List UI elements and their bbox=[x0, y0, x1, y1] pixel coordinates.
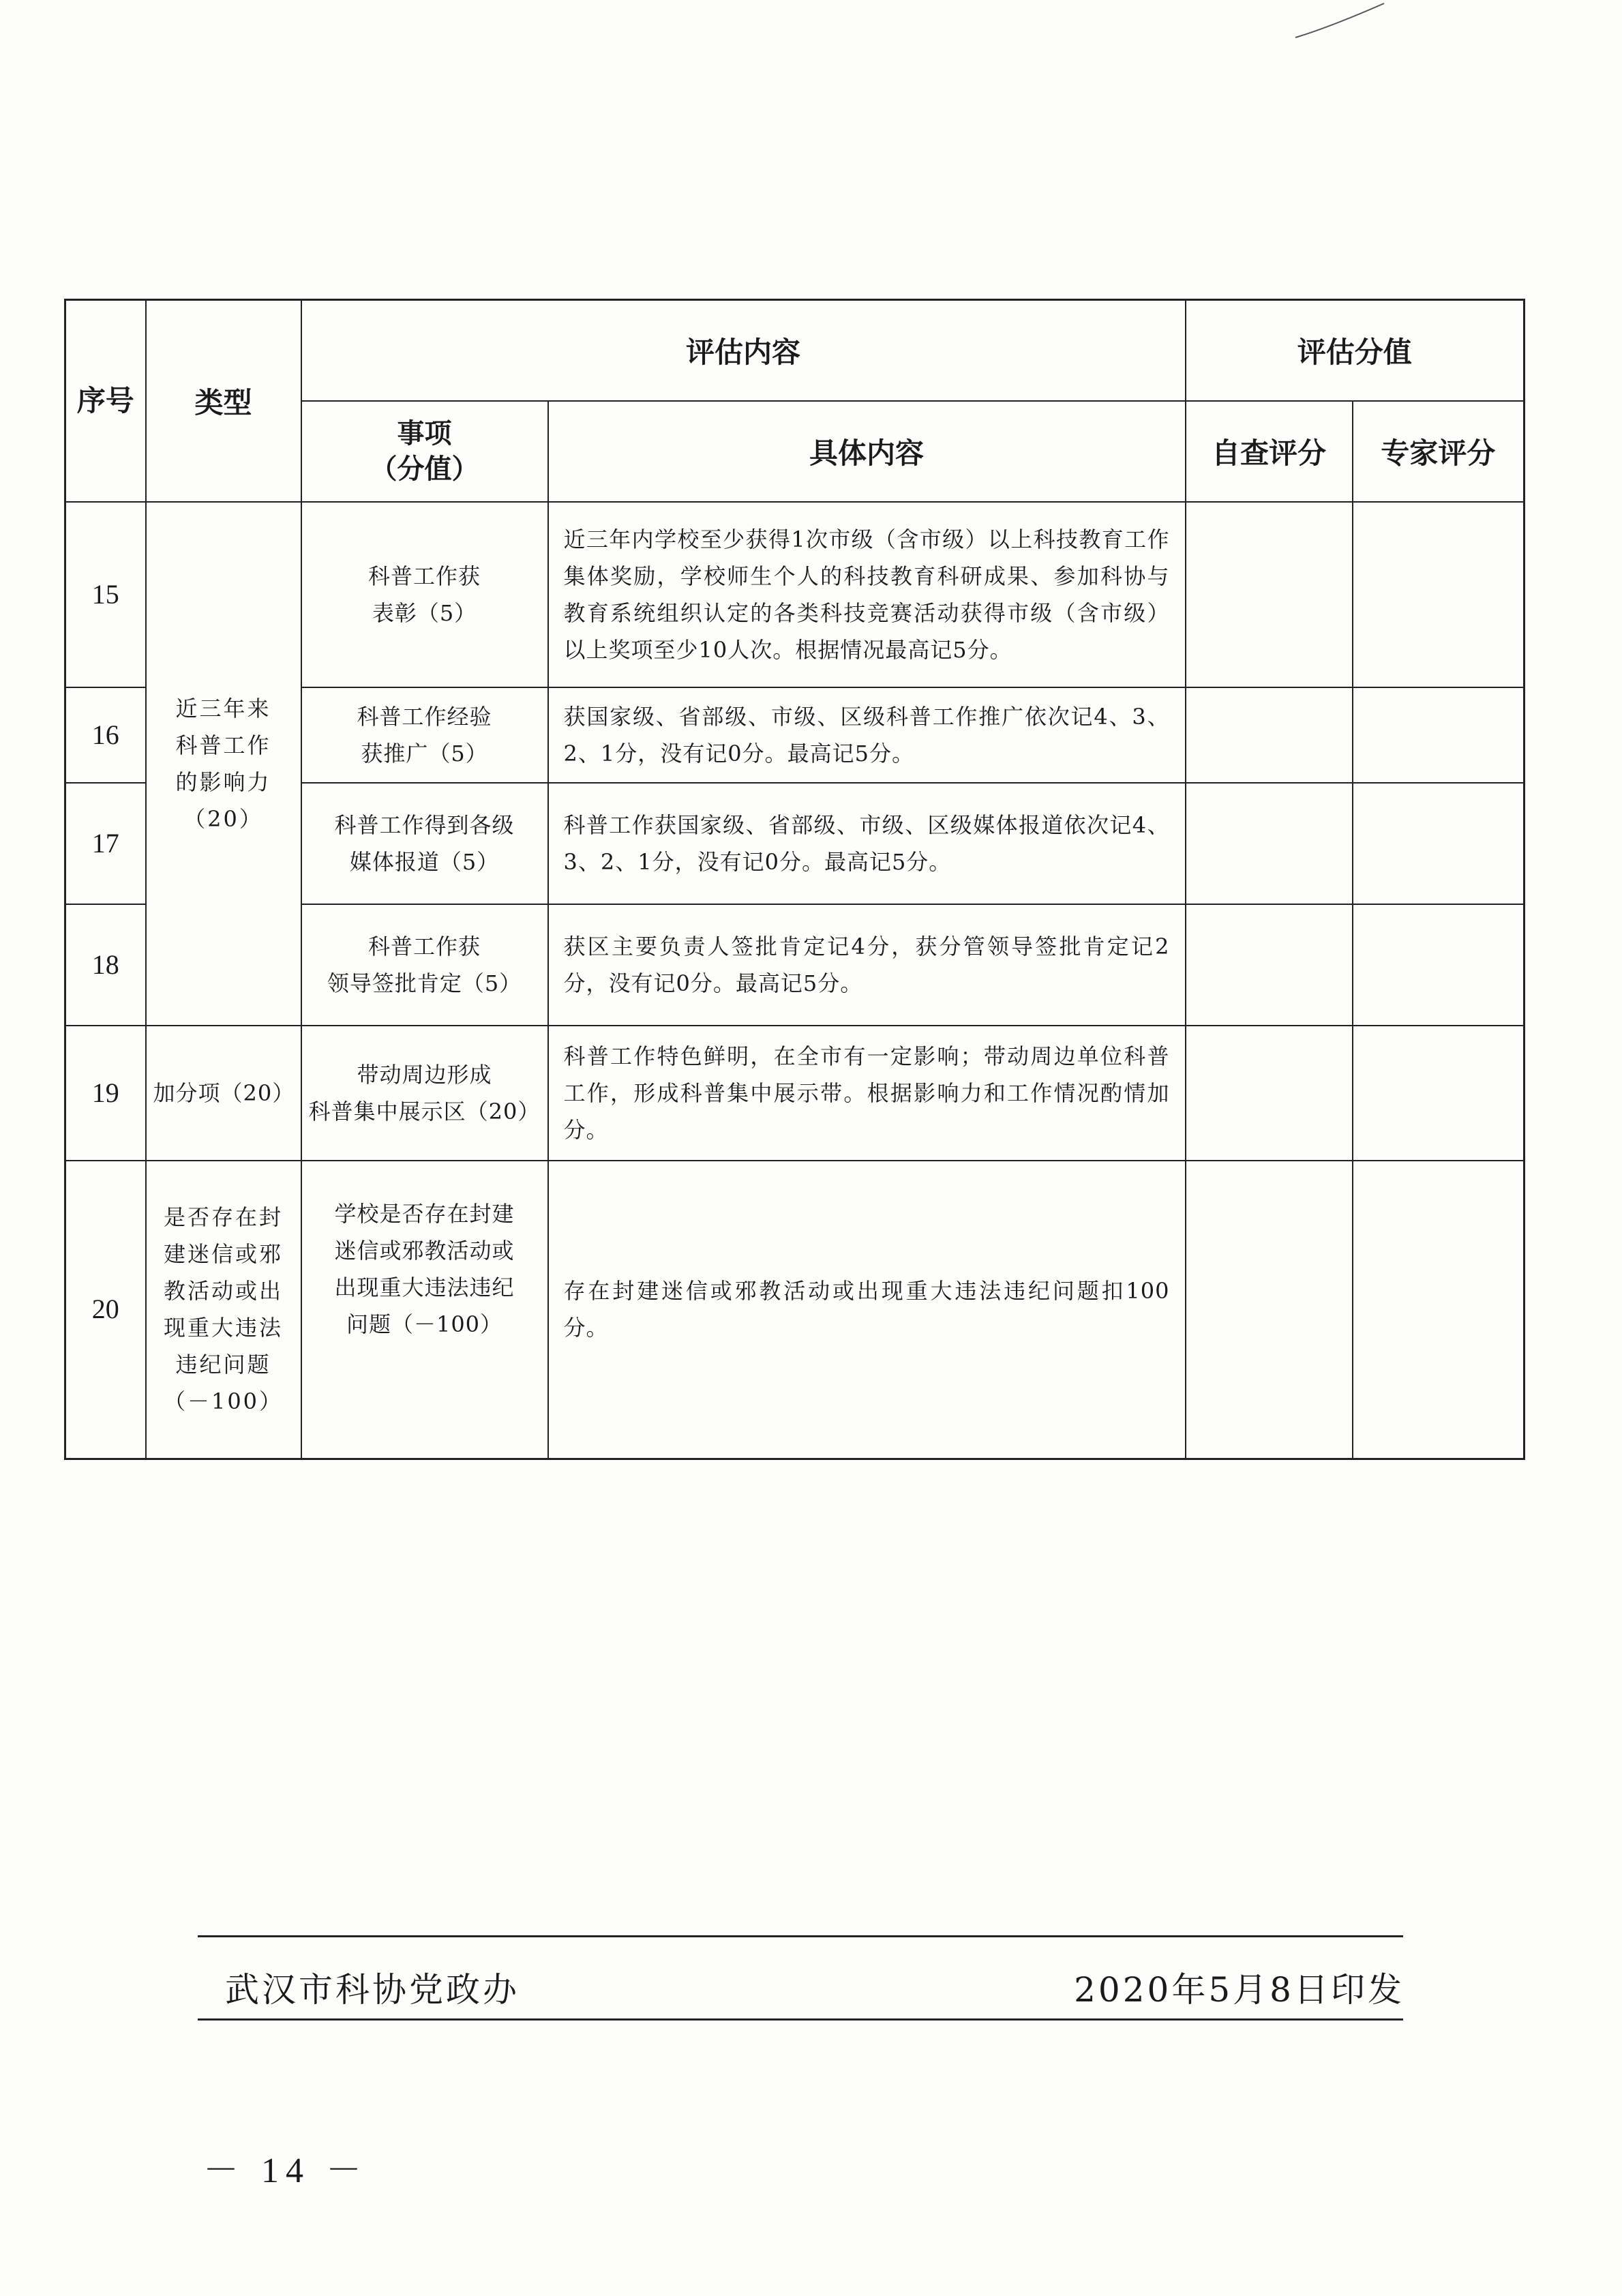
row-seq: 19 bbox=[65, 1026, 146, 1161]
row-seq: 20 bbox=[65, 1161, 146, 1459]
row-expert-score[interactable] bbox=[1353, 687, 1525, 783]
header-eval-score: 评估分值 bbox=[1186, 300, 1525, 401]
row-item: 科普工作经验 获推广（5） bbox=[301, 687, 548, 783]
row-type-bonus: 加分项（20） bbox=[146, 1026, 301, 1161]
row-detail: 近三年内学校至少获得1次市级（含市级）以上科技教育工作集体奖励，学校师生个人的科技教育科研成果、参加科协与教育系统组织认定的各类科技竞赛活动获得市级（含市级）以上奖项至少10人次。根据情况最高记5分。 bbox=[548, 502, 1186, 687]
row-seq: 18 bbox=[65, 904, 146, 1026]
header-detail: 具体内容 bbox=[548, 401, 1186, 502]
row-item: 带动周边形成 科普集中展示区（20） bbox=[301, 1026, 548, 1161]
table-row bbox=[65, 1026, 1525, 1161]
header-self-score: 自查评分 bbox=[1186, 401, 1353, 502]
footer-issuer: 武汉市科协党政办 bbox=[225, 1970, 520, 2010]
row-detail: 获区主要负责人签批肯定记4分，获分管领导签批肯定记2分，没有记0分。最高记5分。 bbox=[548, 904, 1186, 1026]
row-seq: 15 bbox=[65, 502, 146, 687]
row-self-score[interactable] bbox=[1186, 502, 1353, 687]
row-detail: 科普工作特色鲜明，在全市有一定影响；带动周边单位科普工作，形成科普集中展示带。根据影响力和工作情况酌情加分。 bbox=[548, 1026, 1186, 1161]
row-item: 科普工作得到各级 媒体报道（5） bbox=[301, 783, 548, 904]
row-expert-score[interactable] bbox=[1353, 1026, 1525, 1161]
table-row bbox=[65, 502, 1525, 687]
row-expert-score[interactable] bbox=[1353, 502, 1525, 687]
evaluation-table bbox=[64, 299, 1525, 1460]
row-detail: 存在封建迷信或邪教活动或出现重大违法违纪问题扣100分。 bbox=[548, 1161, 1186, 1459]
evaluation-table-container bbox=[64, 299, 1523, 1460]
header-expert-score: 专家评分 bbox=[1353, 401, 1525, 502]
row-detail: 获国家级、省部级、市级、区级科普工作推广依次记4、3、2、1分，没有记0分。最高记5分。 bbox=[548, 687, 1186, 783]
row-seq: 16 bbox=[65, 687, 146, 783]
row-self-score[interactable] bbox=[1186, 904, 1353, 1026]
row-seq: 17 bbox=[65, 783, 146, 904]
footer bbox=[225, 1963, 1405, 2012]
row-item: 科普工作获 领导签批肯定（5） bbox=[301, 904, 548, 1026]
scan-mark-decoration bbox=[1289, 0, 1391, 41]
row-detail: 科普工作获国家级、省部级、市级、区级媒体报道依次记4、3、2、1分，没有记0分。最高记5分。 bbox=[548, 783, 1186, 904]
header-seq: 序号 bbox=[65, 300, 146, 502]
row-type-influence: 近三年来 科普工作 的影响力 （20） bbox=[146, 502, 301, 1026]
row-item: 学校是否存在封建 迷信或邪教活动或 出现重大违法违纪 问题（－100） bbox=[301, 1161, 548, 1459]
row-item: 科普工作获 表彰（5） bbox=[301, 502, 548, 687]
table-row bbox=[65, 1161, 1525, 1459]
page-number: － 14 － bbox=[203, 2151, 369, 2190]
row-self-score[interactable] bbox=[1186, 1161, 1353, 1459]
row-expert-score[interactable] bbox=[1353, 783, 1525, 904]
header-item: 事项 （分值） bbox=[301, 401, 548, 502]
row-self-score[interactable] bbox=[1186, 687, 1353, 783]
footer-bottom-rule bbox=[198, 2018, 1403, 2021]
row-expert-score[interactable] bbox=[1353, 904, 1525, 1026]
footer-date: 2020年5月8日印发 bbox=[1074, 1970, 1405, 2010]
row-type-violation: 是否存在封 建迷信或邪 教活动或出 现重大违法 违纪问题 （－100） bbox=[146, 1161, 301, 1459]
header-eval-content: 评估内容 bbox=[301, 300, 1186, 401]
row-self-score[interactable] bbox=[1186, 783, 1353, 904]
header-type: 类型 bbox=[146, 300, 301, 502]
footer-top-rule bbox=[198, 1935, 1403, 1937]
row-expert-score[interactable] bbox=[1353, 1161, 1525, 1459]
row-self-score[interactable] bbox=[1186, 1026, 1353, 1161]
